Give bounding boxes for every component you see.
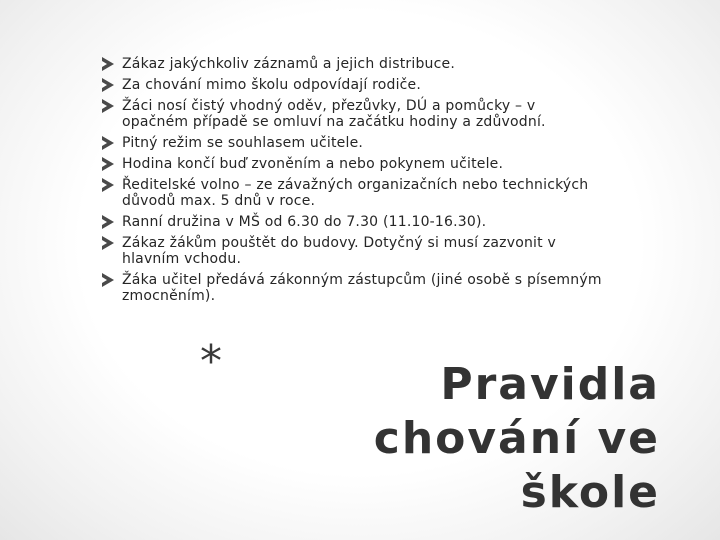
- arrow-bullet-icon: [102, 178, 114, 192]
- arrow-bullet-icon: [102, 273, 114, 287]
- list-item: [102, 235, 602, 267]
- arrow-bullet-icon: [102, 236, 114, 250]
- arrow-bullet-icon: [102, 157, 114, 171]
- asterisk-icon: *: [200, 336, 222, 387]
- bullet-text: Zákaz jakýchkoliv záznamů a jejich distribuce.: [122, 56, 455, 72]
- arrow-bullet-icon: [102, 136, 114, 150]
- bullet-text: Zákaz žákům pouštět do budovy. Dotyčný si musí zazvonit v hlavním vchodu.: [122, 235, 556, 267]
- list-item: [102, 135, 602, 151]
- list-item: [102, 177, 602, 209]
- list-item: [102, 272, 602, 304]
- bullet-text: Žáci nosí čistý vhodný oděv, přezůvky, DÚ a pomůcky – v opačném případě se omluví na začátku hodiny a zdůvodní.: [122, 98, 546, 130]
- page-title: Pravidla chování ve škole: [373, 359, 660, 518]
- list-item: [102, 214, 602, 230]
- bullet-text: Žáka učitel předává zákonným zástupcům (jiné osobě s písemným zmocněním).: [122, 272, 602, 304]
- arrow-bullet-icon: [102, 57, 114, 71]
- list-item: [102, 156, 602, 172]
- bullet-text: Pitný režim se souhlasem učitele.: [122, 135, 364, 151]
- bullet-text: Za chování mimo školu odpovídají rodiče.: [122, 77, 422, 93]
- list-item: [102, 56, 602, 72]
- list-item: [102, 98, 602, 130]
- list-item: [102, 77, 602, 93]
- bullet-text: Ranní družina v MŠ od 6.30 do 7.30 (11.10-16.30).: [122, 214, 487, 230]
- title-block: [200, 336, 660, 518]
- arrow-bullet-icon: [102, 99, 114, 113]
- bullet-text: Hodina končí buď zvoněním a nebo pokynem učitele.: [122, 156, 504, 172]
- arrow-bullet-icon: [102, 78, 114, 92]
- bullet-text: Ředitelské volno – ze závažných organizačních nebo technických důvodů max. 5 dnů v roce.: [122, 177, 589, 209]
- rules-list: [102, 56, 602, 309]
- arrow-bullet-icon: [102, 215, 114, 229]
